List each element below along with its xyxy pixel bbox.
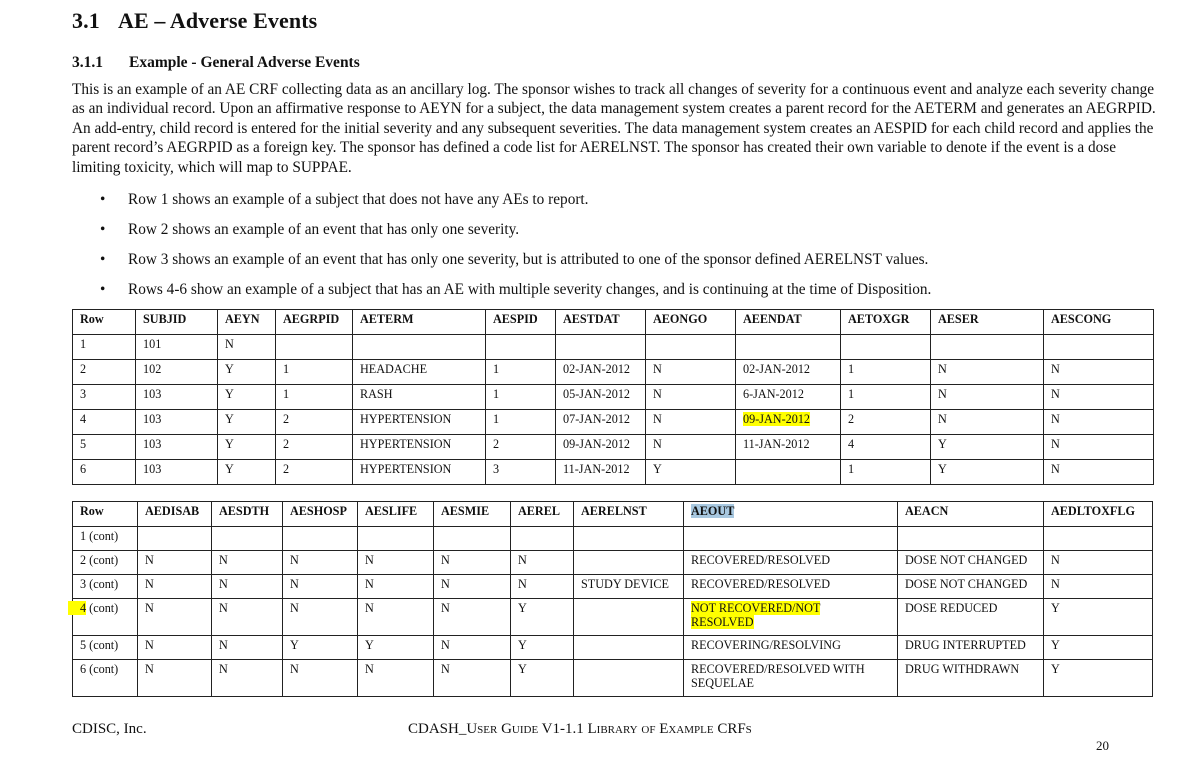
column-header: AETERM [353,310,486,335]
footer-organization: CDISC, Inc. [72,721,147,737]
row-label-highlighted: 4 (cont) [73,599,138,636]
bullet-item: • Row 1 shows an example of a subject that does not have any AEs to report. [100,189,931,219]
column-header: AEACN [898,502,1044,527]
column-header: AEDLTOXFLG [1044,502,1153,527]
subsection-number: 3.1.1 [72,54,103,71]
footer-document-title: CDASH_User Guide V1-1.1 Library of Example CRFs [408,721,752,737]
section-title: AE – Adverse Events [118,8,318,33]
bullet-icon: • [100,281,106,298]
ae-table-continued [72,501,1153,697]
table-row: 1 (cont) [73,527,1153,551]
column-header: SUBJID [136,310,218,335]
column-header: AETOXGR [841,310,931,335]
subsection-heading [72,54,360,72]
column-header: AESHOSP [283,502,358,527]
column-header: AESLIFE [358,502,434,527]
bullet-icon: • [100,191,106,208]
table-row: 5 (cont) N N Y Y N Y RECOVERING/RESOLVING DRUG INTERRUPTED Y [73,636,1153,660]
ae-table-main [72,309,1154,485]
bullet-list [100,189,931,309]
table-row: 2 102 Y 1 HEADACHE 1 02-JAN-2012 N 02-JAN-2012 1 N N [73,360,1154,385]
section-number: 3.1 [72,8,100,33]
column-header: AESPID [486,310,556,335]
column-header: AERELNST [574,502,684,527]
column-header: AEENDAT [736,310,841,335]
column-header: AEDISAB [138,502,212,527]
bullet-item: • Rows 4-6 show an example of a subject that has an AE with multiple severity changes, and is continuing at the time of Disposition. [100,279,931,309]
table-row: 5 103 Y 2 HYPERTENSION 2 09-JAN-2012 N 11-JAN-2012 4 Y N [73,435,1154,460]
intro-paragraph: This is an example of an AE CRF collecting data as an ancillary log. The sponsor wishes to track all changes of severity for a continuous event and analyze each severity change as an individual record. Upon an affirmative response to AEYN for a subject, the data management system creates a parent record for the AETERM and generates an AEGRPID. An add-entry, child record is entered for the initial severity and any subsequent severities. The data management system creates an AESPID for each child record and applies the parent record’s AEGRPID as a foreign key. The sponsor has defined a code list for AERELNST. The sponsor has created their own variable to denote if the event is a dose limiting toxicity, which will map to SUPPAE. [72,81,1156,176]
column-header: AEONGO [646,310,736,335]
column-header: Row [73,310,136,335]
table-row: 4 (cont) N N N N N Y NOT RECOVERED/NOT RESOLVED DOSE REDUCED Y [73,599,1153,636]
table-row: 2 (cont) N N N N N N RECOVERED/RESOLVED DOSE NOT CHANGED N [73,551,1153,575]
table-row: 4 103 Y 2 HYPERTENSION 1 07-JAN-2012 N 09-JAN-2012 2 N N [73,410,1154,435]
table-header-row [73,502,1153,527]
column-header: AESTDAT [556,310,646,335]
table-row: 6 103 Y 2 HYPERTENSION 3 11-JAN-2012 Y 1 Y N [73,460,1154,485]
column-header: AEREL [511,502,574,527]
table-row: 3 (cont) N N N N N N STUDY DEVICE RECOVERED/RESOLVED DOSE NOT CHANGED N [73,575,1153,599]
column-header: AESER [931,310,1044,335]
table-header-row [73,310,1154,335]
bullet-icon: • [100,221,106,238]
table-row: 1 101 N [73,335,1154,360]
table-row: 6 (cont) N N N N N Y RECOVERED/RESOLVED WITH SEQUELAE DRUG WITHDRAWN Y [73,660,1153,697]
column-header: Row [73,502,138,527]
column-header: AEYN [218,310,276,335]
section-heading [72,8,317,34]
subsection-title: Example - General Adverse Events [129,54,360,71]
bullet-item: • Row 3 shows an example of an event that has only one severity, but is attributed to one of the sponsor defined AERELNST values. [100,249,931,279]
highlighted-cell: NOT RECOVERED/NOT RESOLVED [684,599,898,636]
column-header: AESCONG [1044,310,1154,335]
page-number: 20 [1096,738,1109,753]
highlighted-cell: 09-JAN-2012 [736,410,841,435]
column-header: AEGRPID [276,310,353,335]
bullet-item: • Row 2 shows an example of an event that has only one severity. [100,219,931,249]
column-header: AESMIE [434,502,511,527]
column-header-highlighted: AEOUT [684,502,898,527]
table-row: 3 103 Y 1 RASH 1 05-JAN-2012 N 6-JAN-2012 1 N N [73,385,1154,410]
column-header: AESDTH [212,502,283,527]
bullet-icon: • [100,251,106,268]
